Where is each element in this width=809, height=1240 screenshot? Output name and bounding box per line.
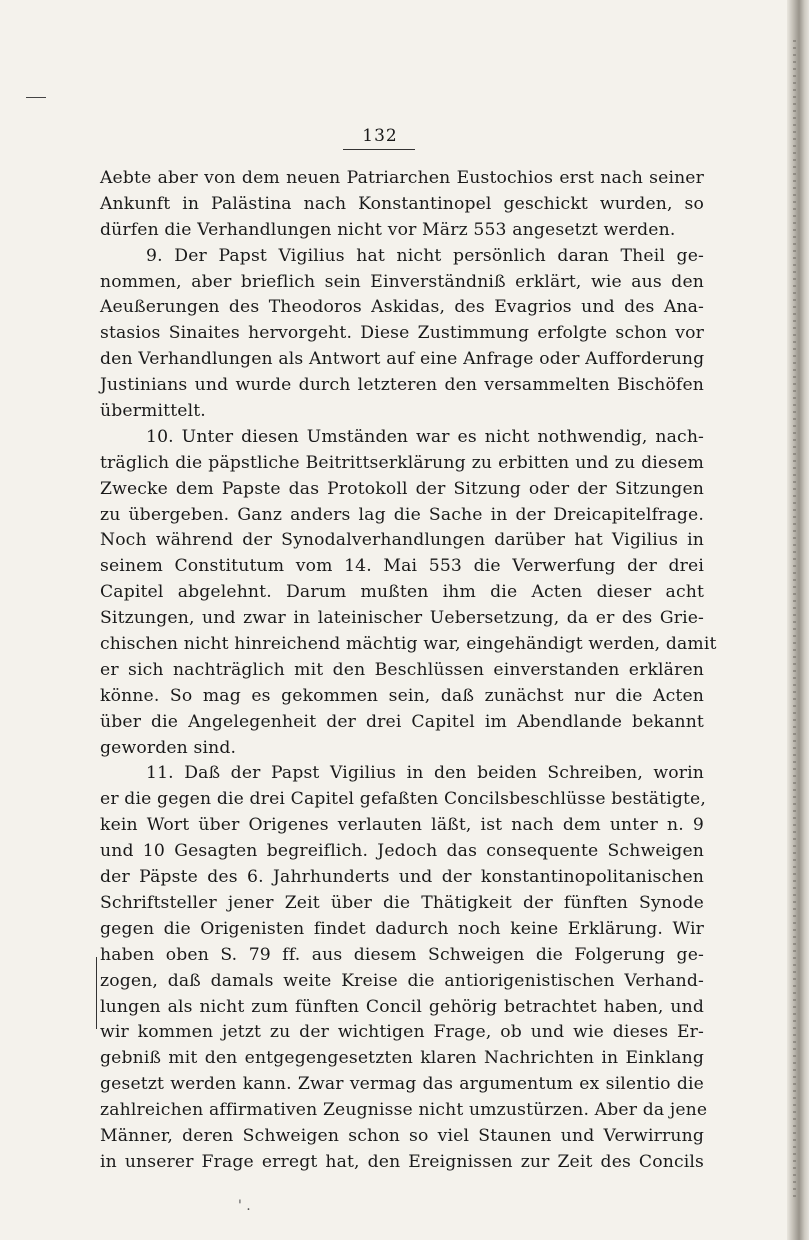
margin-dash-mark bbox=[26, 97, 46, 98]
text-line: Ankunft in Palästina nach Konstantinopel geschickt wurden, so bbox=[100, 193, 704, 214]
text-line: kein Wort über Origenes verlauten läßt, ist nach dem unter n. 9 bbox=[100, 815, 704, 836]
text-line: er die gegen die drei Capitel gefaßten Concilsbeschlüsse bestätigte, bbox=[100, 789, 706, 810]
text-line: gebniß mit den entgegengesetzten klaren Nachrichten in Einklang bbox=[100, 1048, 704, 1069]
text-line: zahlreichen affirmativen Zeugnisse nicht umzustürzen. Aber da jene bbox=[100, 1100, 708, 1121]
text-line: zogen, daß damals weite Kreise die antiorigenistischen Verhand- bbox=[100, 970, 704, 991]
text-line: Noch während der Synodalverhandlungen darüber hat Vigilius in bbox=[100, 530, 704, 551]
text-line: lungen als nicht zum fünften Concil gehörig betrachtet haben, und bbox=[100, 996, 704, 1017]
text-line: geworden sind. bbox=[100, 737, 237, 758]
text-line: gegen die Origenisten findet dadurch noch keine Erklärung. Wir bbox=[100, 918, 704, 939]
text-line: Sitzungen, und zwar in lateinischer Uebersetzung, da er des Grie- bbox=[100, 608, 704, 629]
text-line: dürfen die Verhandlungen nicht vor März 553 angesetzt werden. bbox=[100, 219, 676, 240]
text-line: den Verhandlungen als Antwort auf eine Anfrage oder Aufforderung bbox=[100, 349, 705, 370]
text-line: haben oben S. 79 ff. aus diesem Schweigen die Folgerung ge- bbox=[100, 944, 704, 965]
text-line: Capitel abgelehnt. Darum mußten ihm die Acten dieser acht bbox=[100, 582, 704, 603]
text-line: Zwecke dem Papste das Protokoll der Sitzung oder der Sitzungen bbox=[100, 478, 704, 499]
text-line: über die Angelegenheit der drei Capitel im Abendlande bekannt bbox=[100, 711, 704, 732]
text-line: der Päpste des 6. Jahrhunderts und der konstantinopolitanischen bbox=[100, 867, 704, 888]
page-number-underline bbox=[343, 149, 415, 150]
page-number: 132 bbox=[362, 126, 398, 146]
text-line: und 10 Gesagten begreiflich. Jedoch das consequente Schweigen bbox=[100, 841, 704, 862]
text-line: Aeußerungen des Theodoros Askidas, des Evagrios und des Ana- bbox=[100, 297, 704, 318]
text-line: wir kommen jetzt zu der wichtigen Frage, ob und wie dieses Er- bbox=[100, 1022, 704, 1043]
text-line: 11. Daß der Papst Vigilius in den beiden Schreiben, worin bbox=[146, 763, 704, 784]
margin-bracket-mark bbox=[96, 957, 97, 1029]
text-line: gesetzt werden kann. Zwar vermag das argumentum ex silentio die bbox=[100, 1074, 704, 1095]
text-line: Justinians und wurde durch letzteren den versammelten Bischöfen bbox=[100, 375, 704, 396]
text-line: Aebte aber von dem neuen Patriarchen Eustochios erst nach seiner bbox=[100, 168, 704, 188]
text-line: Männer, deren Schweigen schon so viel Staunen und Verwirrung bbox=[100, 1125, 704, 1146]
text-line: chischen nicht hinreichend mächtig war, eingehändigt werden, damit bbox=[100, 634, 717, 655]
text-line: nommen, aber brieflich sein Einverständniß erklärt, wie aus den bbox=[100, 271, 704, 292]
stray-ink-mark: ' . bbox=[238, 1198, 251, 1214]
text-line: Schriftsteller jener Zeit über die Thätigkeit der fünften Synode bbox=[100, 892, 704, 913]
text-line: in unserer Frage erregt hat, den Ereignissen zur Zeit des Concils bbox=[100, 1151, 704, 1172]
text-line: stasios Sinaites hervorgeht. Diese Zustimmung erfolgte schon vor bbox=[100, 323, 704, 344]
text-line: übermittelt. bbox=[100, 401, 206, 422]
text-line: seinem Constitutum vom 14. Mai 553 die Verwerfung der drei bbox=[100, 556, 704, 577]
text-line: träglich die päpstliche Beitrittserklärung zu erbitten und zu diesem bbox=[100, 452, 704, 473]
body-text bbox=[100, 166, 717, 1176]
text-line: 10. Unter diesen Umständen war es nicht nothwendig, nach- bbox=[146, 426, 704, 447]
text-line: könne. So mag es gekommen sein, daß zunächst nur die Acten bbox=[100, 685, 704, 706]
scan-shadow-edge bbox=[787, 0, 809, 1240]
text-line: er sich nachträglich mit den Beschlüssen einverstanden erklären bbox=[100, 659, 704, 680]
text-line: zu übergeben. Ganz anders lag die Sache in der Dreicapitelfrage. bbox=[100, 504, 704, 525]
text-line: 9. Der Papst Vigilius hat nicht persönlich daran Theil ge- bbox=[146, 245, 704, 266]
